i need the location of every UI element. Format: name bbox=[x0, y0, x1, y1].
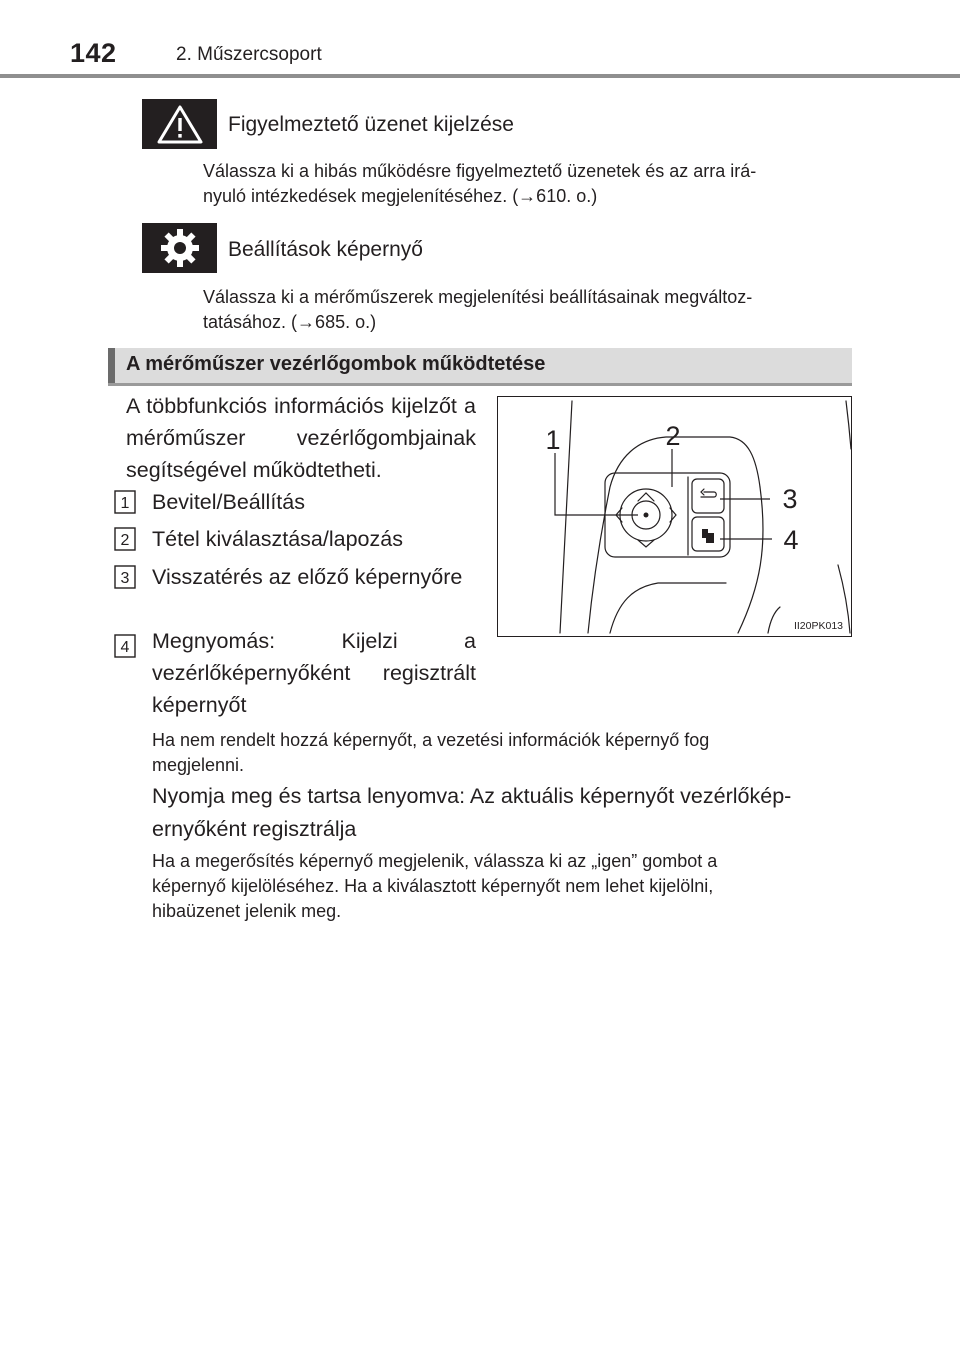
figure-callout: 3 bbox=[782, 484, 798, 514]
list-item: Bevitel/Beállítás bbox=[152, 490, 305, 514]
list-item: Tétel kiválasztása/lapozás bbox=[152, 527, 403, 551]
settings-icon-box bbox=[142, 223, 217, 273]
number-badge-1 bbox=[113, 490, 137, 514]
section-header bbox=[108, 348, 852, 383]
header-rule bbox=[0, 74, 960, 78]
warning-triangle-icon bbox=[157, 104, 203, 144]
gear-icon bbox=[159, 227, 201, 269]
warning-icon-box bbox=[142, 99, 217, 149]
settings-item-title: Beállítások képernyő bbox=[228, 238, 423, 261]
note-paragraph: Ha nem rendelt hozzá képernyőt, a vezetési információk képernyő fog megjelenni. bbox=[152, 730, 710, 775]
warning-item-description: Válassza ki a hibás működésre figyelmeztető üzenetek és az arra irá- nyuló intézkedések megjelenítéséhez. (→610. o.) bbox=[203, 161, 757, 206]
list-item: Visszatérés az előző képernyőre bbox=[152, 565, 463, 589]
svg-text:1: 1 bbox=[120, 495, 130, 512]
number-badge-2 bbox=[113, 527, 137, 551]
section-title: A mérőműszer vezérlőgombok működtetése bbox=[126, 353, 546, 375]
figure-callout: 2 bbox=[665, 421, 681, 451]
chapter-title: 2. Műszercsoport bbox=[176, 44, 322, 65]
steering-switch-illustration bbox=[498, 397, 853, 638]
number-badge-3 bbox=[113, 565, 137, 589]
figure-code: II20PK013 bbox=[793, 620, 843, 632]
confirmation-note: Ha a megerősítés képernyő megjelenik, válassza ki az „igen” gombot a képernyő kijelöléséhez. Ha a kiválasztott képernyőt nem lehet kijelölni, hibaüzenet jelenik meg. bbox=[152, 851, 718, 921]
steering-switch-figure bbox=[497, 396, 852, 637]
figure-callout: 4 bbox=[783, 525, 799, 555]
svg-text:3: 3 bbox=[120, 570, 130, 587]
list-item: Megnyomás: Kijelzi a vezérlőképernyőként regisztrált képernyőt bbox=[152, 629, 476, 717]
warning-item-title: Figyelmeztető üzenet kijelzése bbox=[228, 113, 514, 136]
page-number: 142 bbox=[70, 38, 117, 68]
number-badge-4 bbox=[113, 634, 137, 658]
intro-paragraph: A többfunkciós információs kijelzőt a mérőműszer vezérlőgombjainak segítségével működtetheti. bbox=[126, 394, 476, 482]
figure-callout: 1 bbox=[545, 425, 561, 455]
settings-item-description: Válassza ki a mérőműszerek megjelenítési beállításainak megváltoz- tatásához. (→685. o.) bbox=[203, 287, 753, 332]
hold-paragraph: Nyomja meg és tartsa lenyomva: Az aktuális képernyőt vezérlőkép- ernyőként regisztrálja bbox=[152, 784, 792, 841]
svg-text:2: 2 bbox=[120, 532, 130, 549]
svg-text:4: 4 bbox=[120, 639, 130, 656]
